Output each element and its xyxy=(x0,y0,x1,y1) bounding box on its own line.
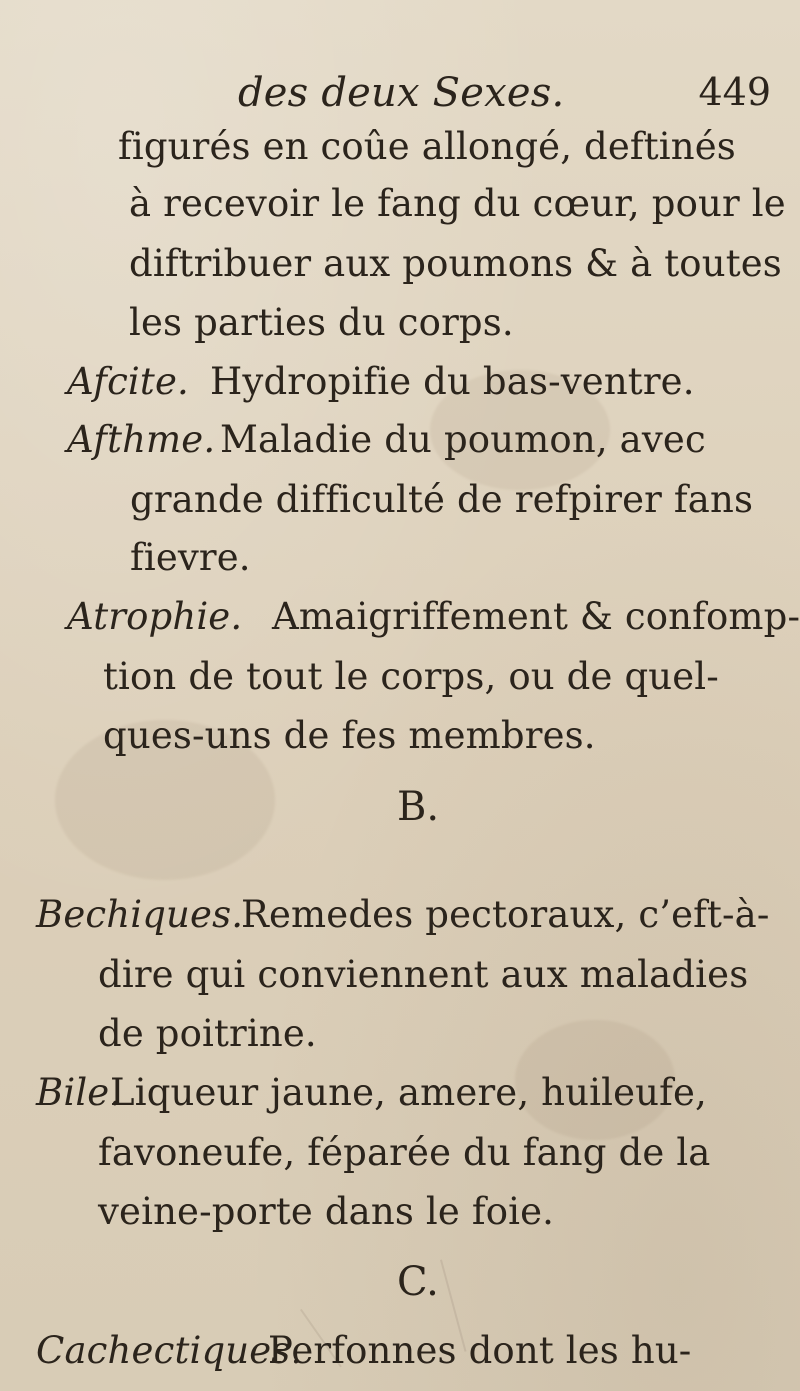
entry-line: de poitrine. xyxy=(98,1012,317,1055)
running-head: des deux Sexes. xyxy=(238,70,565,116)
glossary-term: Cachectiques. xyxy=(36,1329,303,1372)
entry-line: Hydropifie du bas-ventre. xyxy=(210,360,695,403)
entry-line: ques-uns de fes membres. xyxy=(103,714,596,757)
entry-line: Amaigriffement & confomp- xyxy=(272,595,800,638)
entry-line: à recevoir le fang du cœur, pour le xyxy=(129,182,786,225)
entry-line: favoneufe, féparée du fang de la xyxy=(98,1131,711,1174)
entry-line: veine-porte dans le foie. xyxy=(98,1190,555,1233)
entry-line: tion de tout le corps, ou de quel- xyxy=(103,655,719,698)
section-letter-c: C. xyxy=(397,1259,439,1305)
entry-line: fievre. xyxy=(130,536,251,579)
page-number: 449 xyxy=(698,70,771,114)
entry-line: dire qui conviennent aux maladies xyxy=(98,953,749,996)
entry-line: Perfonnes dont les hu- xyxy=(268,1329,692,1372)
entry-line: diftribuer aux poumons & à toutes xyxy=(129,242,782,285)
glossary-term: Afthme. xyxy=(67,418,216,461)
entry-line: figurés en coûe allongé, deftinés xyxy=(118,125,736,168)
entry-line: Maladie du poumon, avec xyxy=(220,418,706,461)
section-letter-b: B. xyxy=(397,784,440,830)
glossary-term: Atrophie. xyxy=(67,595,243,638)
entry-line: Liqueur jaune, amere, huileufe, xyxy=(110,1071,707,1114)
entry-line: les parties du corps. xyxy=(129,301,514,344)
glossary-term: Bechiques. xyxy=(36,893,244,936)
glossary-term: Bile. xyxy=(36,1071,122,1114)
entry-line: Remedes pectoraux, c’eft-à- xyxy=(241,893,770,936)
glossary-term: Afcite. xyxy=(67,360,189,403)
entry-line: grande difficulté de refpirer fans xyxy=(130,478,754,521)
